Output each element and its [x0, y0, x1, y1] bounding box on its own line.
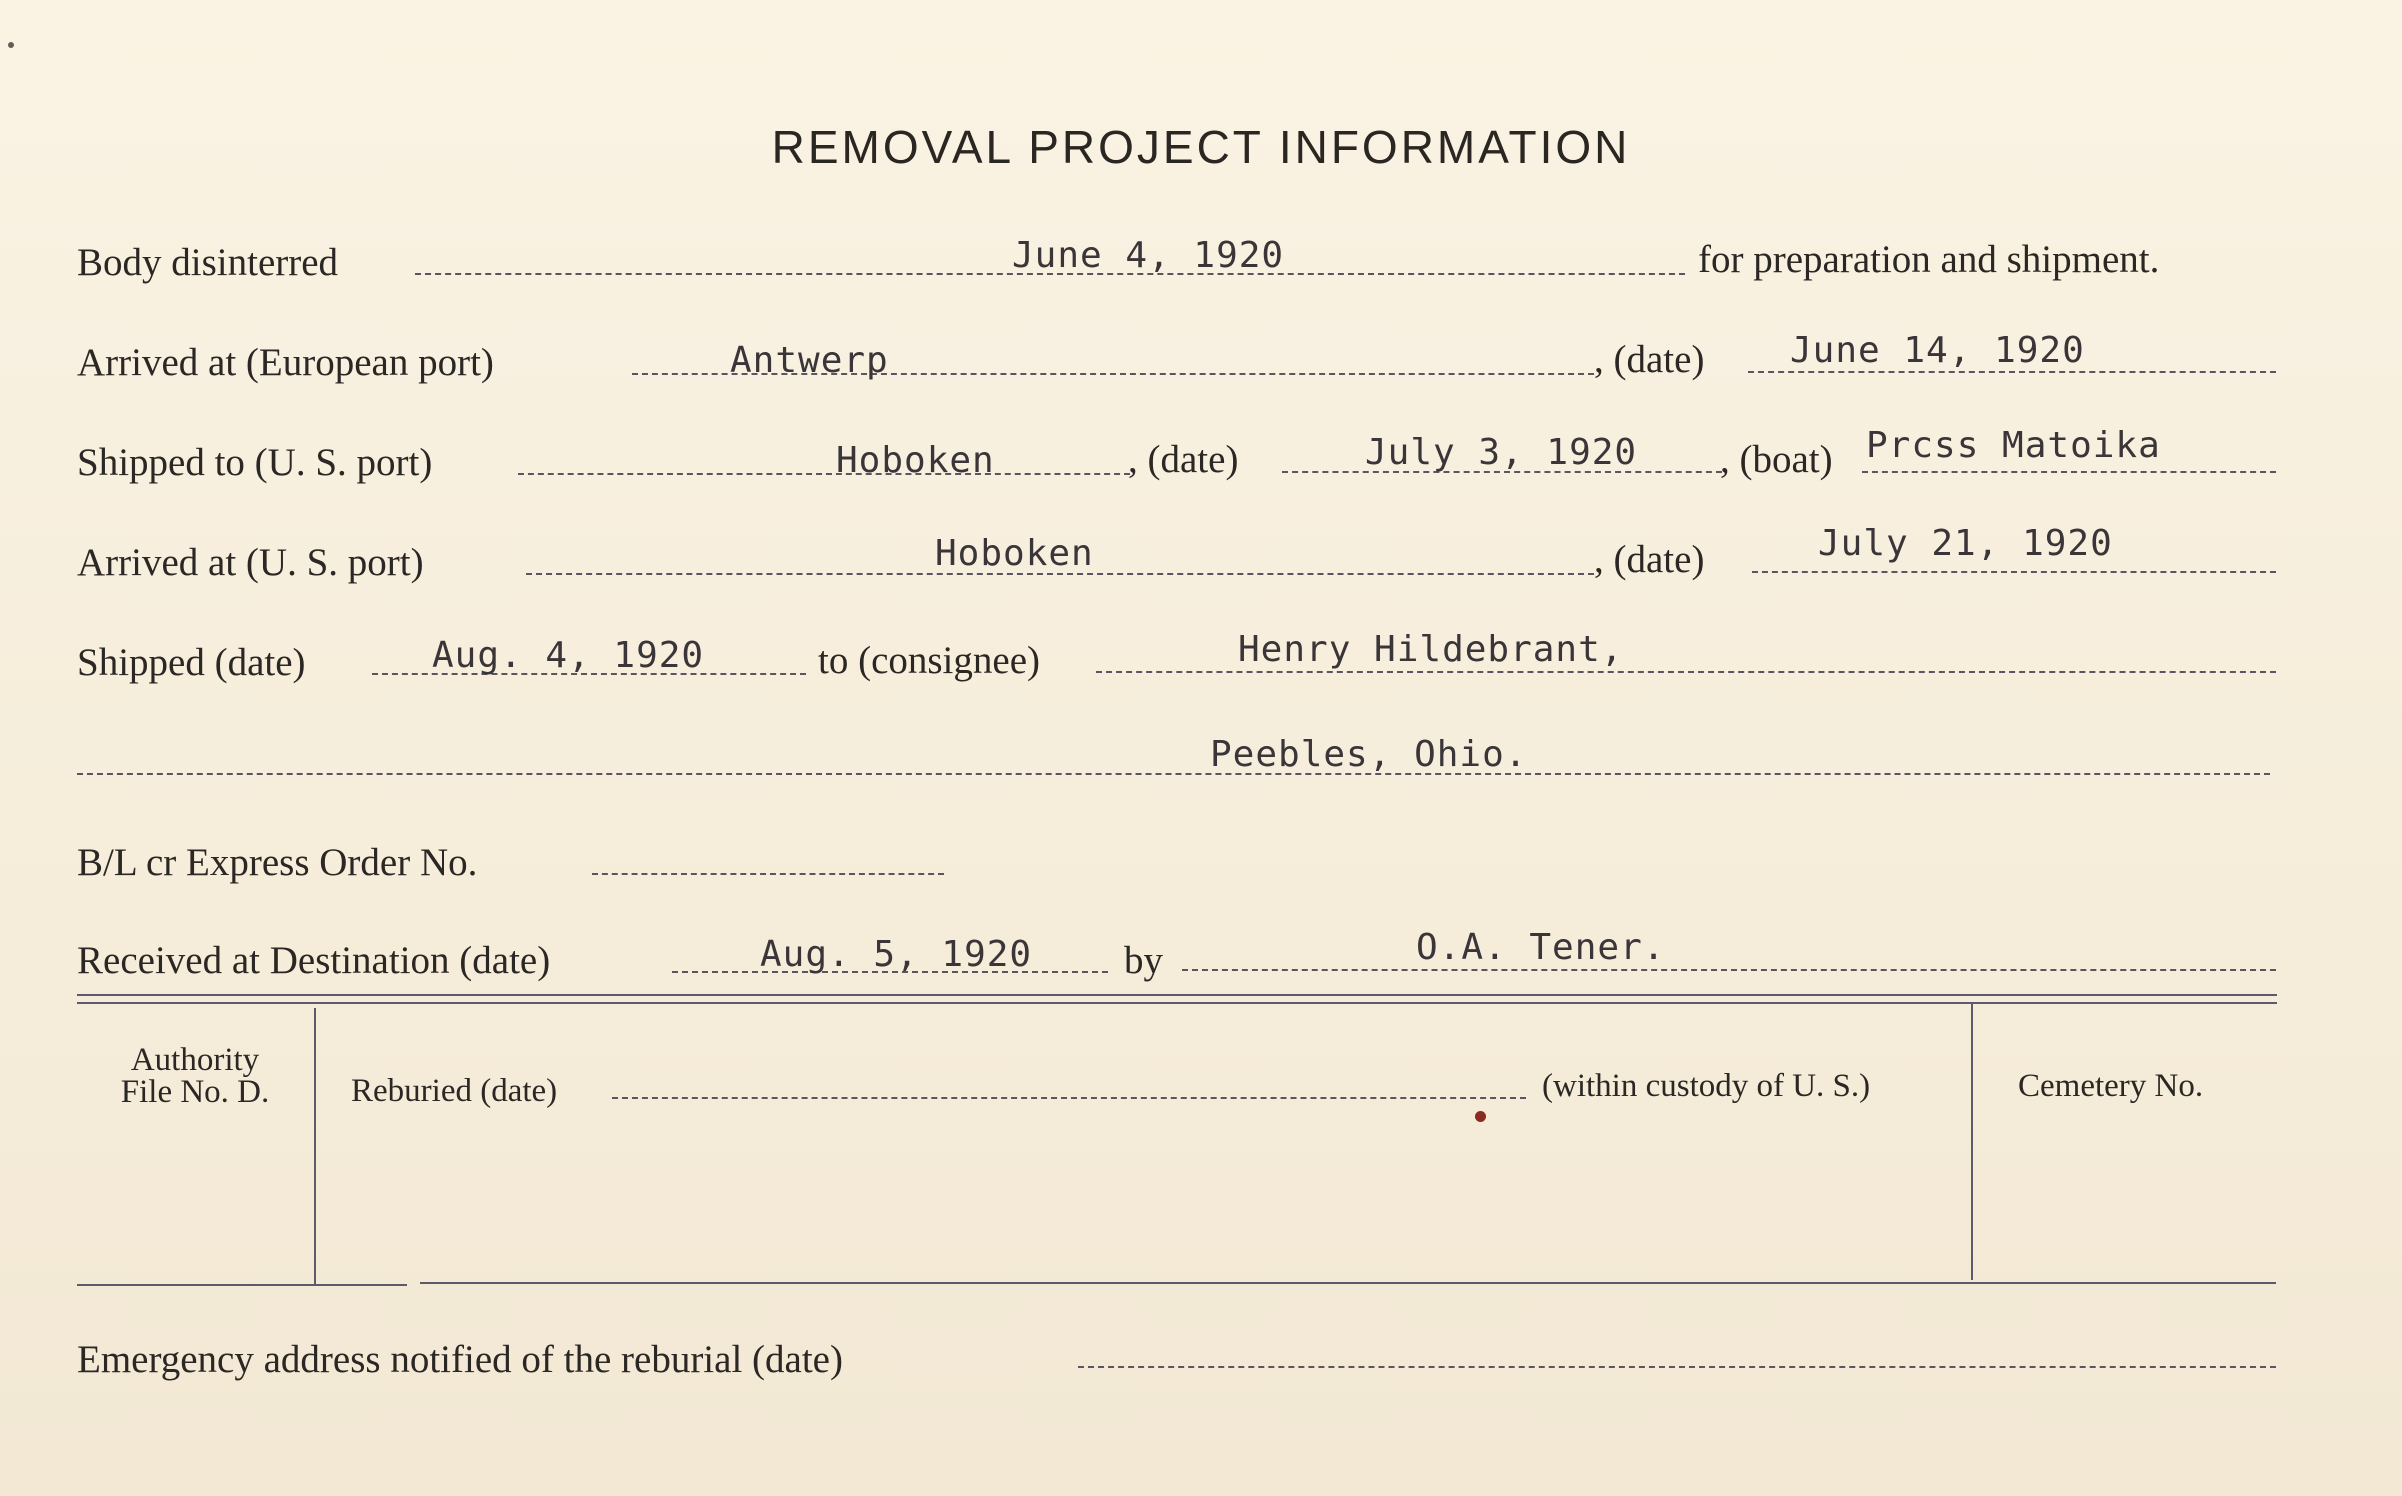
- consignee-address-value: Peebles, Ohio.: [1210, 734, 1528, 775]
- authority-label-line2: File No. D.: [120, 1074, 270, 1110]
- received-by-line: [1182, 969, 2276, 971]
- table-divider-right: [1971, 1004, 1973, 1280]
- consignee-line: [1096, 671, 2276, 673]
- custody-label: (within custody of U. S.): [1542, 1068, 1871, 1104]
- consignee-value: Henry Hildebrant,: [1238, 629, 1624, 670]
- body-disinterred-value: June 4, 1920: [1012, 235, 1285, 276]
- received-label: Received at Destination (date): [77, 939, 551, 982]
- received-date-value: Aug. 5, 1920: [760, 934, 1033, 975]
- shipped-us-boat-line: [1862, 471, 2276, 473]
- body-disinterred-suffix: for preparation and shipment.: [1698, 238, 2160, 281]
- shipped-us-date-value: July 3, 1920: [1365, 432, 1638, 473]
- arrived-european-date-value: June 14, 1920: [1790, 330, 2085, 371]
- arrived-us-date-label: , (date): [1594, 538, 1705, 581]
- arrived-us-date-line: [1752, 571, 2276, 573]
- body-disinterred-label: Body disinterred: [77, 241, 339, 284]
- ink-spot: [1475, 1111, 1486, 1122]
- arrived-european-date-line: [1748, 371, 2276, 373]
- reburied-label: Reburied (date): [351, 1073, 558, 1109]
- cemetery-label: Cemetery No.: [2018, 1068, 2204, 1104]
- shipped-date-label: Shipped (date): [77, 641, 306, 684]
- arrived-us-label: Arrived at (U. S. port): [77, 541, 424, 584]
- bl-order-label: B/L cr Express Order No.: [77, 841, 478, 884]
- received-by-label: by: [1124, 939, 1163, 982]
- table-top-rule-2: [77, 1002, 2277, 1004]
- table-divider-left: [314, 1008, 316, 1284]
- shipped-date-value: Aug. 4, 1920: [432, 635, 705, 676]
- consignee-label: to (consignee): [818, 639, 1041, 682]
- shipped-us-line: [518, 473, 1130, 475]
- table-bottom-rule-right: [420, 1282, 2276, 1284]
- emergency-label: Emergency address notified of the reburial (date): [77, 1338, 843, 1381]
- consignee-address-line: [77, 773, 2270, 775]
- received-by-value: O.A. Tener.: [1416, 927, 1666, 968]
- arrived-european-label: Arrived at (European port): [77, 341, 494, 384]
- authority-label-line1: Authority: [130, 1042, 260, 1078]
- card-title: REMOVAL PROJECT INFORMATION: [771, 121, 1631, 173]
- emergency-line: [1078, 1366, 2276, 1368]
- shipped-us-boat-value: Prcss Matoika: [1866, 425, 2161, 466]
- reburied-line: [612, 1097, 1526, 1099]
- shipped-us-date-label: , (date): [1128, 438, 1239, 481]
- table-bottom-rule-left: [77, 1284, 407, 1286]
- ink-spot-corner: [8, 42, 14, 48]
- arrived-us-value: Hoboken: [935, 533, 1094, 574]
- shipped-us-label: Shipped to (U. S. port): [77, 441, 433, 484]
- arrived-european-date-label: , (date): [1594, 338, 1705, 381]
- table-top-rule-1: [77, 994, 2277, 996]
- arrived-european-value: Antwerp: [730, 340, 889, 381]
- bl-order-line: [592, 873, 944, 875]
- shipped-us-boat-label: , (boat): [1720, 438, 1833, 481]
- arrived-us-date-value: July 21, 1920: [1818, 523, 2113, 564]
- shipped-us-value: Hoboken: [836, 440, 995, 481]
